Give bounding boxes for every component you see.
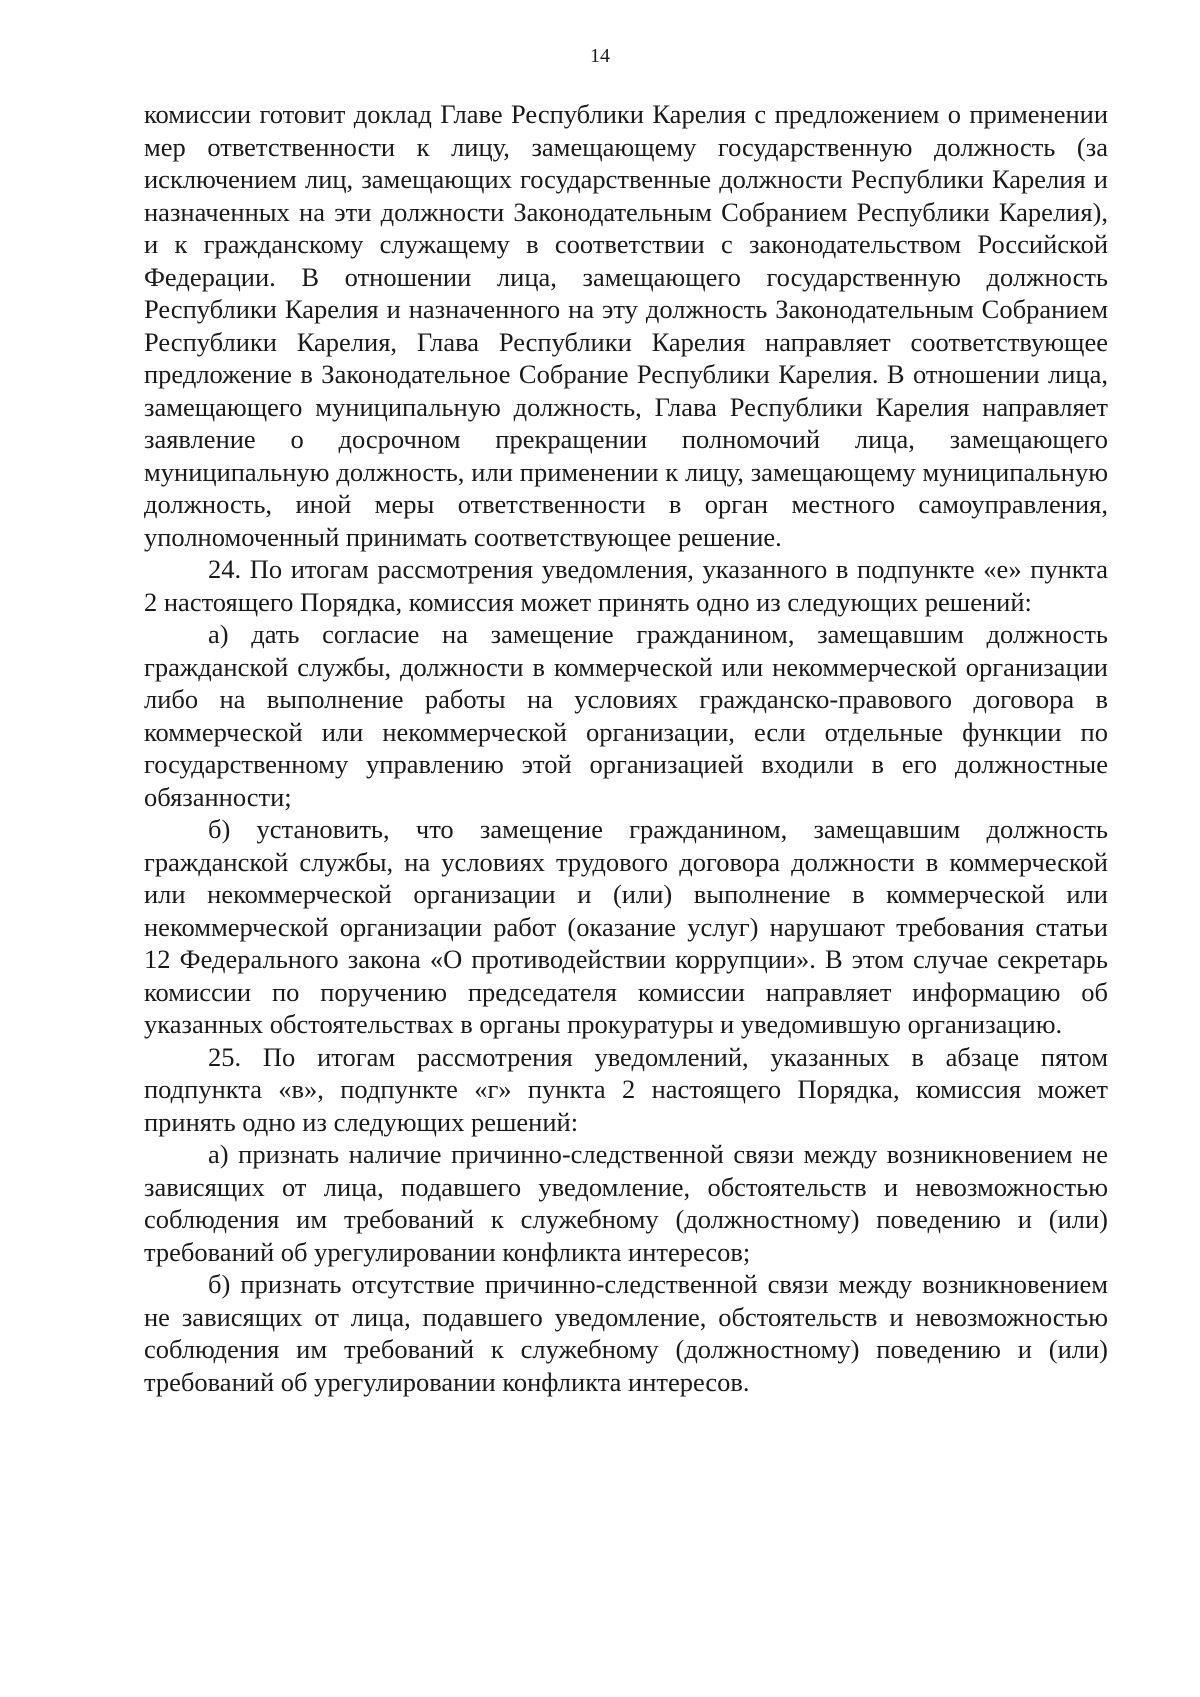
paragraph-item-25: 25. По итогам рассмотрения уведомлений, указанных в абзаце пятом подпункта «в», подпункте «г» пункта 2 настоящего Порядка, комиссия может принять одно из следующих решений: — [144, 1041, 1108, 1137]
paragraph-item-25-b: б) признать отсутствие причинно-следственной связи между возникновением не зависящих от лица, подавшего уведомление, обстоятельств и невозможностью соблюдения им требований к служебному (должностному) поведению и (или) требований об урегулировании конфликта интересов. — [144, 1269, 1108, 1397]
paragraph-item-24-b: б) установить, что замещение гражданином, замещавшим должность гражданской службы, на условиях трудового договора должности в коммерческой или некоммерческой организации и (или) выполнение в коммерческой или некоммерческой организации работ (оказание услуг) нарушают требования статьи 12 Федерального закона «О противодействии коррупции». В этом случае секретарь комиссии по поручению председателя комиссии направляет информацию об указанных обстоятельствах в органы прокуратуры и уведомившую организацию. — [144, 814, 1108, 1039]
paragraph-item-24: 24. По итогам рассмотрения уведомления, указанного в подпункте «е» пункта 2 настоящего Порядка, комиссия может принять одно из следующих решений: — [144, 554, 1108, 617]
paragraph-item-24-a: а) дать согласие на замещение гражданином, замещавшим должность гражданской службы, должности в коммерческой или некоммерческой организации либо на выполнение работы на условиях гражданско-правового договора в коммерческой или некоммерческой организации, если отдельные функции по государственному управлению этой организацией входили в его должностные обязанности; — [144, 619, 1108, 812]
document-body — [144, 98, 1108, 1398]
paragraph-continuation: комиссии готовит доклад Главе Республики Карелия с предложением о применении мер ответственности к лицу, замещающему государственную должность (за исключением лиц, замещающих государственные должности Республики Карелия и назначенных на эти должности Законодательным Собранием Республики Карелия), и к гражданскому служащему в соответствии с законодательством Российской Федерации. В отношении лица, замещающего государственную должность Республики Карелия и назначенного на эту должность Законодательным Собранием Республики Карелия, Глава Республики Карелия направляет соответствующее предложение в Законодательное Собрание Республики Карелия. В отношении лица, замещающего муниципальную должность, Глава Республики Карелия направляет заявление о досрочном прекращении полномочий лица, замещающего муниципальную должность, или применении к лицу, замещающему муниципальную должность, иной меры ответственности в орган местного самоуправления, уполномоченный принимать соответствующее решение. — [144, 99, 1108, 552]
paragraph-item-25-a: а) признать наличие причинно-следственной связи между возникновением не зависящих от лица, подавшего уведомление, обстоятельств и невозможностью соблюдения им требований к служебному (должностному) поведению и (или) требований об урегулировании конфликта интересов; — [144, 1139, 1108, 1267]
page-number: 14 — [590, 45, 610, 67]
